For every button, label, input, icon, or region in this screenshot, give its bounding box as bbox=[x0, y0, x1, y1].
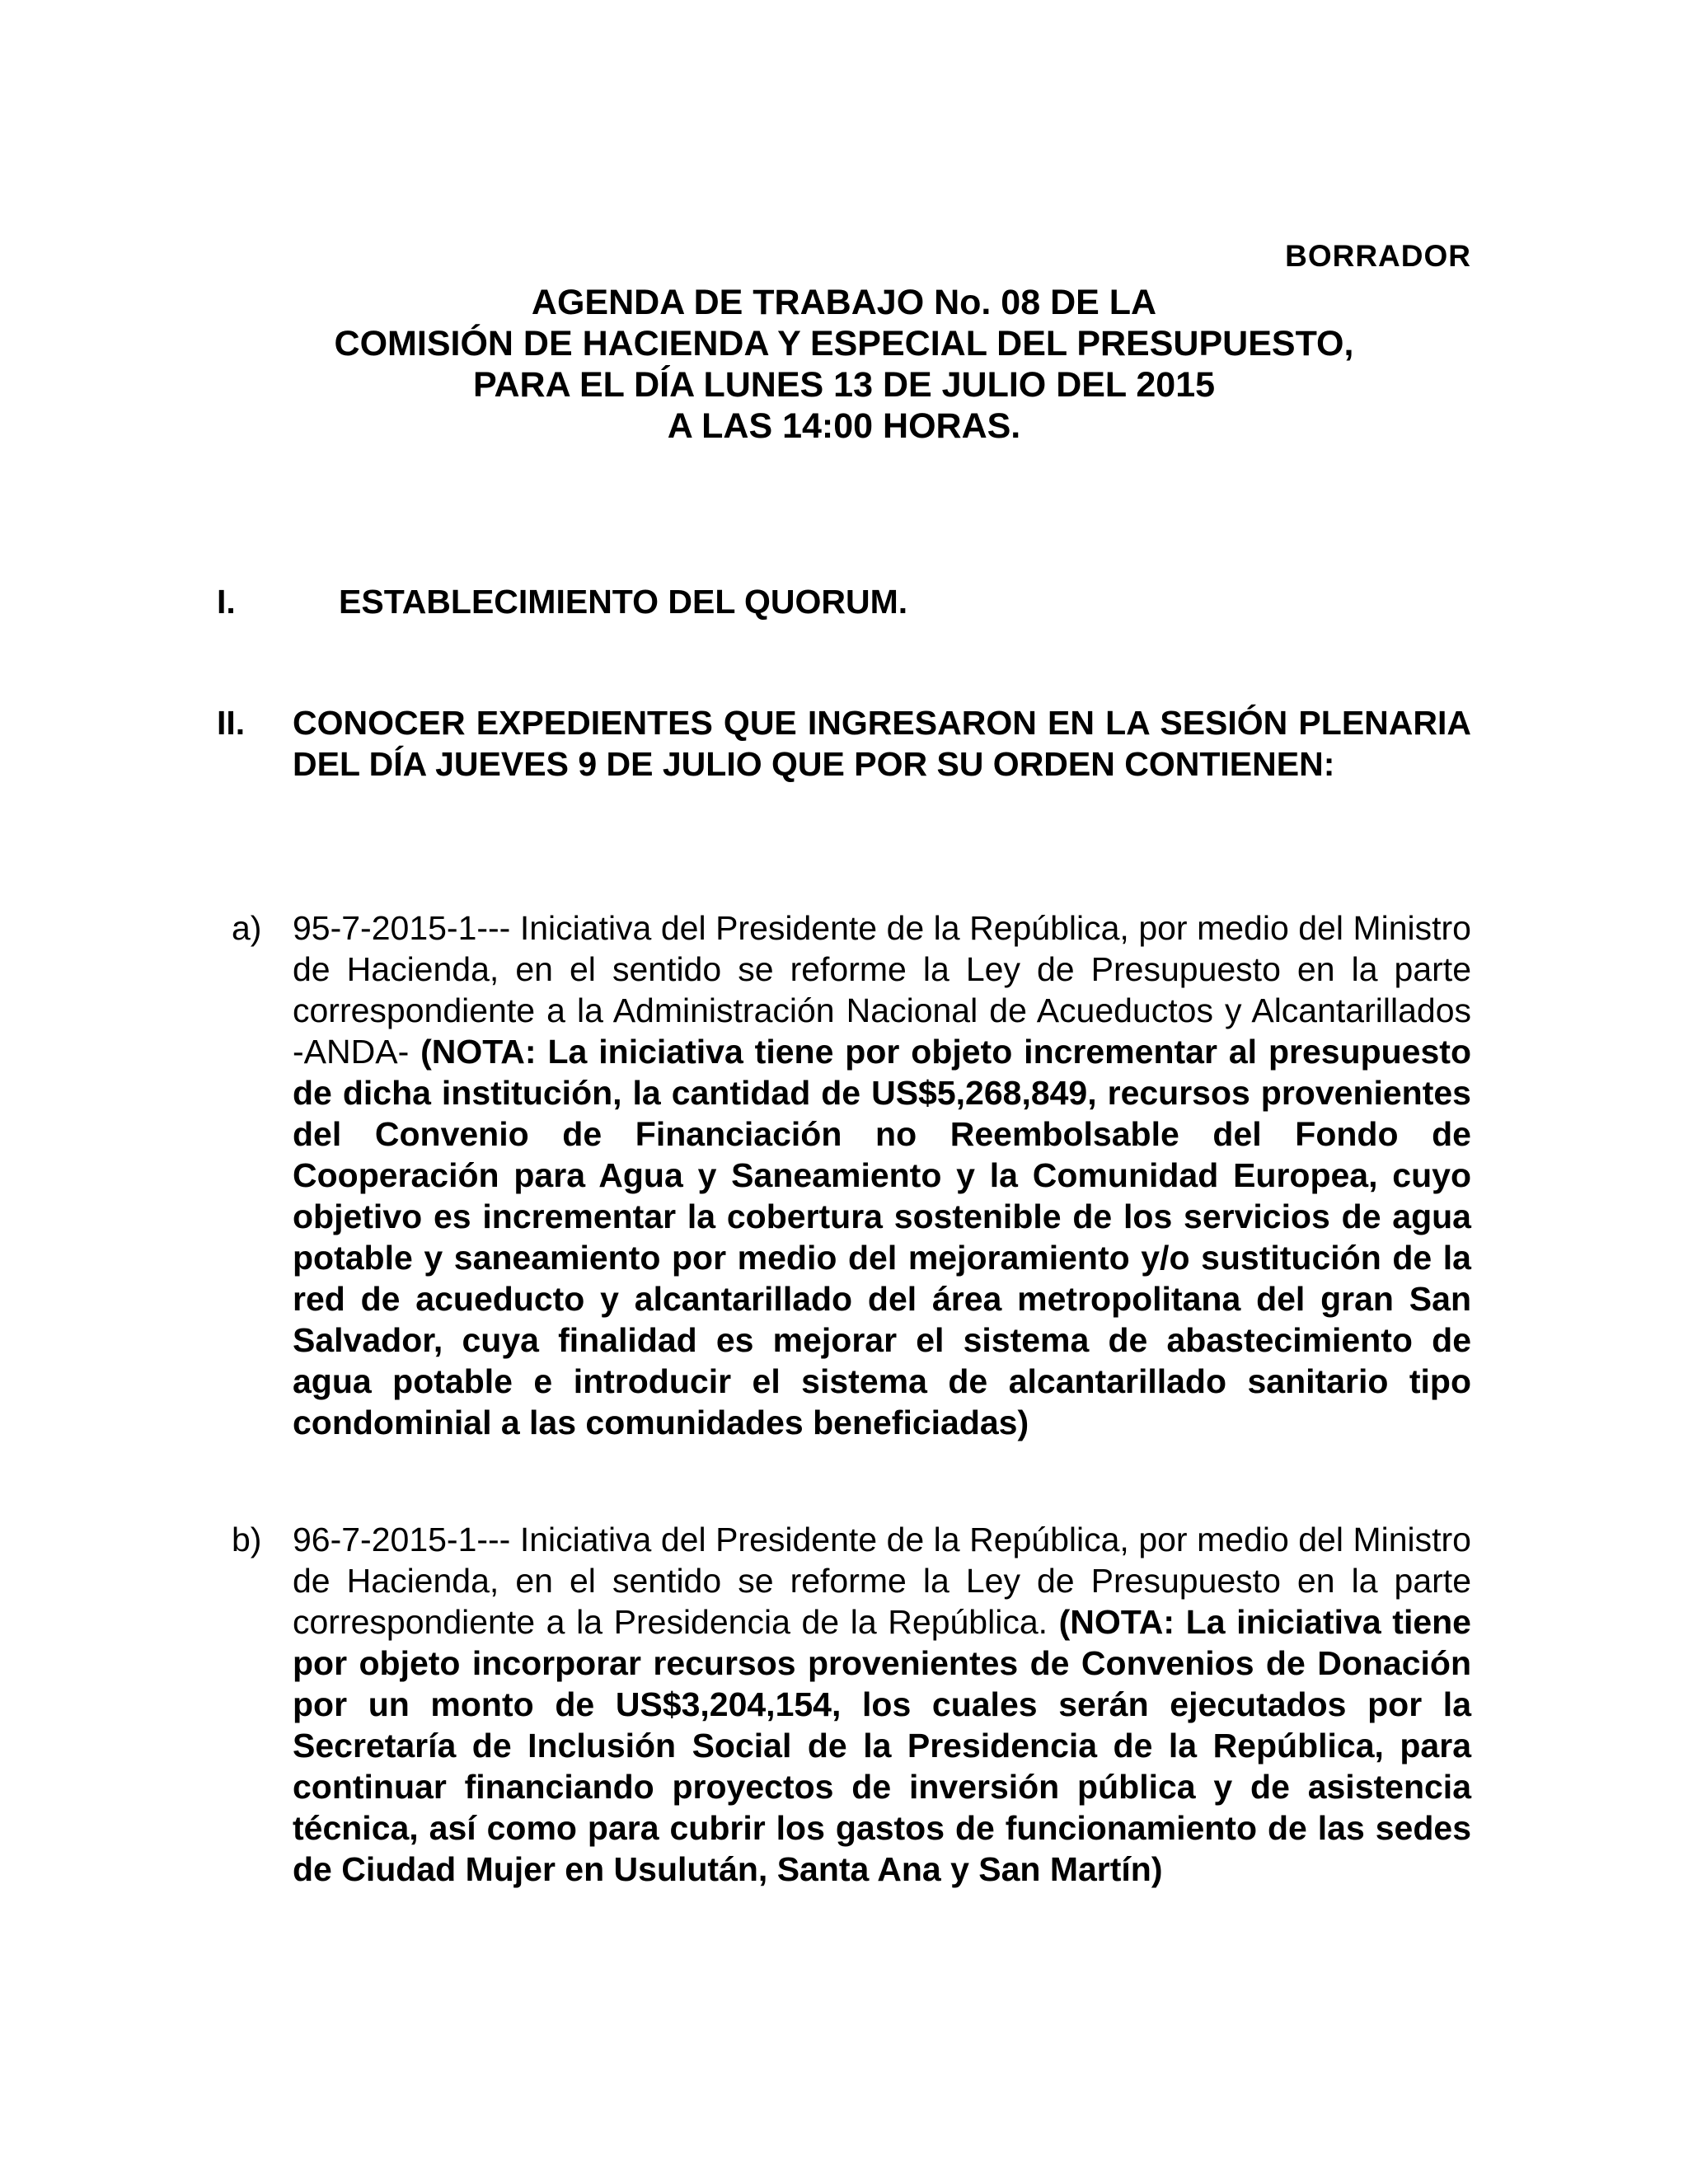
item-note: (NOTA: La iniciativa tiene por objeto incorporar recursos provenientes de Convenios de Donación por un monto de US$3,204,154, los cuales serán ejecutados por la Secretaría de Inclusión Social de la Presidencia de la República, para continuar financiando proyectos de inversión pública y de asistencia técnica, así como para cubrir los gastos de funcionamiento de las sedes de Ciudad Mujer en Usulután, Santa Ana y San Martín) bbox=[293, 1603, 1471, 1888]
section-numeral: II. bbox=[217, 704, 246, 742]
item-label: b) bbox=[232, 1521, 262, 1558]
title-line-4: A LAS 14:00 HORAS. bbox=[667, 406, 1021, 446]
item-body bbox=[293, 1519, 1471, 1890]
item-note: (NOTA: La iniciativa tiene por objeto incrementar al presupuesto de dicha institución, la cantidad de US$5,268,849, recursos provenientes del Convenio de Financiación no Reembolsable del Fondo de Cooperación para Agua y Saneamiento y la Comunidad Europea, cuyo objetivo es incrementar la cobertura sostenible de los servicios de agua potable y saneamiento por medio del mejoramiento y/o sustitución de la red de acueducto y alcantarillado del área metropolitana del gran San Salvador, cuya finalidad es mejorar el sistema de abastecimiento de agua potable e introducir el sistema de alcantarillado sanitario tipo condominial a las comunidades beneficiadas) bbox=[293, 1033, 1471, 1441]
draft-watermark-label: BORRADOR bbox=[1285, 239, 1471, 273]
agenda-item-a bbox=[217, 907, 1471, 1443]
title-line-3: PARA EL DÍA LUNES 13 DE JULIO DEL 2015 bbox=[472, 365, 1216, 405]
item-description: 95-7-2015-1--- Iniciativa del Presidente de la República, por medio del Ministro de Hacienda, en el sentido se reforme la Ley de Presupuesto en la parte correspondiente a la Administración Nacional de Acueductos y Alcantarillados -ANDA- bbox=[293, 909, 1471, 1071]
title-line-1: AGENDA DE TRABAJO No. 08 DE LA bbox=[531, 283, 1157, 322]
agenda-item-b bbox=[217, 1519, 1471, 1890]
section-heading: CONOCER EXPEDIENTES QUE INGRESARON EN LA SESIÓN PLENARIA DEL DÍA JUEVES 9 DE JULIO QUE POR SU ORDEN CONTIENEN: bbox=[293, 704, 1471, 783]
agenda-section-2 bbox=[217, 702, 1471, 785]
item-body bbox=[293, 907, 1471, 1443]
item-description: 96-7-2015-1--- Iniciativa del Presidente de la República, por medio del Ministro de Hacienda, en el sentido se reforme la Ley de Presupuesto en la parte correspondiente a la Presidencia de la República. bbox=[293, 1521, 1471, 1641]
section-numeral: I. bbox=[217, 583, 236, 621]
item-label: a) bbox=[232, 909, 262, 947]
section-heading: ESTABLECIMIENTO DEL QUORUM. bbox=[339, 583, 908, 621]
title-line-2: COMISIÓN DE HACIENDA Y ESPECIAL DEL PRESUPUESTO, bbox=[334, 324, 1354, 363]
agenda-title bbox=[0, 282, 1688, 447]
